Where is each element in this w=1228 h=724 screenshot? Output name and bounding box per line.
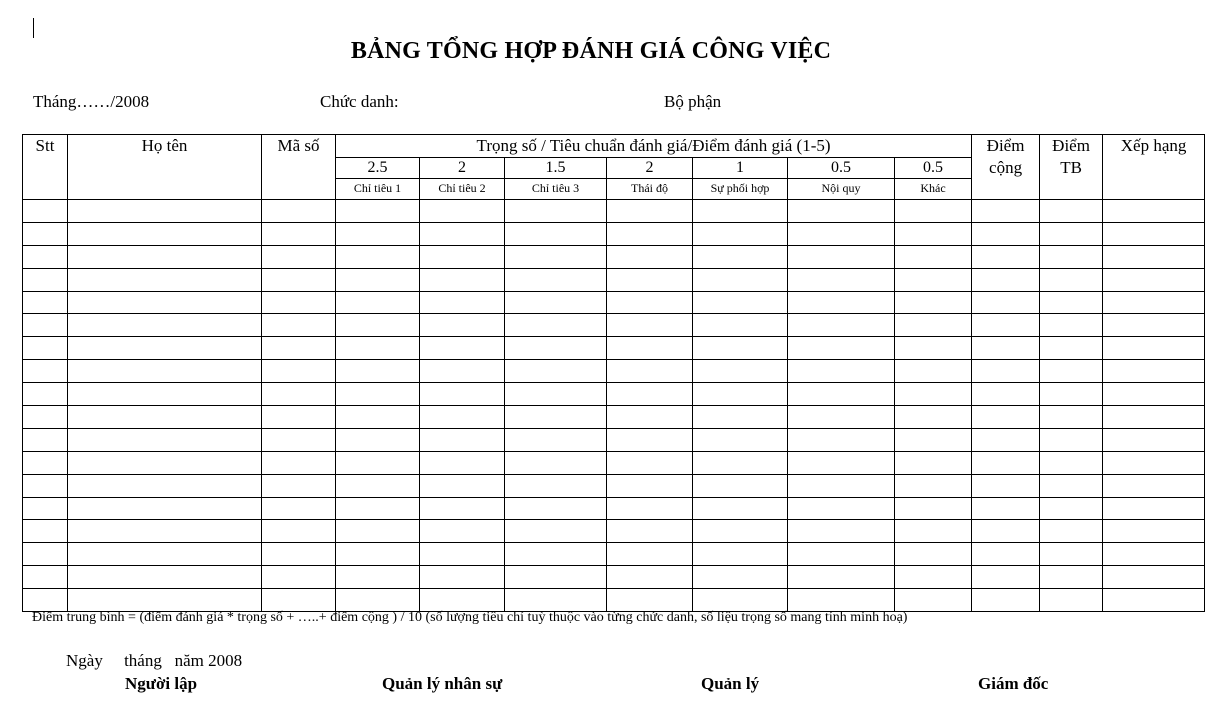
header-bonus-line1: Điểm bbox=[986, 136, 1025, 155]
table-row bbox=[23, 589, 1205, 612]
table-cell[interactable] bbox=[336, 566, 420, 589]
table-cell[interactable] bbox=[262, 566, 336, 589]
table-cell[interactable] bbox=[1103, 383, 1205, 406]
table-cell[interactable] bbox=[1040, 406, 1103, 429]
table-cell[interactable] bbox=[23, 543, 68, 566]
table-cell[interactable] bbox=[1103, 497, 1205, 520]
table-cell[interactable] bbox=[693, 314, 788, 337]
table-cell[interactable] bbox=[788, 520, 895, 543]
table-cell[interactable] bbox=[23, 406, 68, 429]
table-cell[interactable] bbox=[607, 268, 693, 291]
table-cell[interactable] bbox=[1103, 566, 1205, 589]
table-cell[interactable] bbox=[336, 383, 420, 406]
table-row bbox=[23, 268, 1205, 291]
table-cell[interactable] bbox=[505, 314, 607, 337]
table-cell[interactable] bbox=[788, 543, 895, 566]
header-name: Họ tên bbox=[68, 135, 262, 200]
table-cell[interactable] bbox=[68, 245, 262, 268]
table-cell[interactable] bbox=[895, 314, 972, 337]
table-cell[interactable] bbox=[788, 245, 895, 268]
table-cell[interactable] bbox=[23, 200, 68, 223]
department-field: Bộ phận bbox=[664, 92, 722, 111]
table-cell[interactable] bbox=[68, 268, 262, 291]
table-cell[interactable] bbox=[68, 360, 262, 383]
table-cell[interactable] bbox=[788, 200, 895, 223]
table-cell[interactable] bbox=[972, 497, 1040, 520]
table-cell[interactable] bbox=[693, 360, 788, 383]
table-cell[interactable] bbox=[1040, 383, 1103, 406]
table-cell[interactable] bbox=[420, 497, 505, 520]
table-row bbox=[23, 406, 1205, 429]
header-criteria-group: Trọng số / Tiêu chuẩn đánh giá/Điểm đánh giá (1-5) bbox=[336, 135, 972, 158]
table-cell[interactable] bbox=[1103, 337, 1205, 360]
table-cell[interactable] bbox=[262, 520, 336, 543]
weight-cell: 2 bbox=[607, 158, 693, 179]
table-cell[interactable] bbox=[693, 520, 788, 543]
table-cell[interactable] bbox=[895, 428, 972, 451]
header-average-line2: TB bbox=[1060, 158, 1082, 177]
text-cursor bbox=[33, 18, 34, 38]
table-cell[interactable] bbox=[505, 291, 607, 314]
table-cell[interactable] bbox=[693, 474, 788, 497]
signature-preparer: Người lập bbox=[125, 674, 198, 693]
table-cell[interactable] bbox=[262, 406, 336, 429]
table-cell[interactable] bbox=[607, 589, 693, 612]
month-field: Tháng……/2008 bbox=[33, 92, 150, 111]
table-cell[interactable] bbox=[693, 428, 788, 451]
table-cell[interactable] bbox=[336, 520, 420, 543]
table-cell[interactable] bbox=[336, 314, 420, 337]
table-cell[interactable] bbox=[68, 497, 262, 520]
table-cell[interactable] bbox=[972, 291, 1040, 314]
table-cell[interactable] bbox=[788, 314, 895, 337]
table-cell[interactable] bbox=[1103, 520, 1205, 543]
table-cell[interactable] bbox=[23, 451, 68, 474]
table-cell[interactable] bbox=[1040, 497, 1103, 520]
weight-cell: 0.5 bbox=[788, 158, 895, 179]
table-cell[interactable] bbox=[505, 543, 607, 566]
table-cell[interactable] bbox=[1040, 543, 1103, 566]
table-cell[interactable] bbox=[895, 566, 972, 589]
table-cell[interactable] bbox=[693, 589, 788, 612]
table-cell[interactable] bbox=[895, 520, 972, 543]
table-cell[interactable] bbox=[68, 406, 262, 429]
table-cell[interactable] bbox=[693, 406, 788, 429]
criteria-label: Khác bbox=[895, 179, 972, 200]
table-row bbox=[23, 474, 1205, 497]
table-cell[interactable] bbox=[693, 497, 788, 520]
table-cell[interactable] bbox=[788, 291, 895, 314]
table-cell[interactable] bbox=[23, 360, 68, 383]
table-cell[interactable] bbox=[420, 291, 505, 314]
table-cell[interactable] bbox=[788, 337, 895, 360]
table-cell[interactable] bbox=[1040, 200, 1103, 223]
table-cell[interactable] bbox=[607, 314, 693, 337]
table-cell[interactable] bbox=[23, 566, 68, 589]
table-cell[interactable] bbox=[420, 222, 505, 245]
table-row bbox=[23, 360, 1205, 383]
table-cell[interactable] bbox=[693, 566, 788, 589]
table-cell[interactable] bbox=[68, 337, 262, 360]
table-row bbox=[23, 291, 1205, 314]
table-cell[interactable] bbox=[607, 222, 693, 245]
table-cell[interactable] bbox=[895, 337, 972, 360]
table-cell[interactable] bbox=[1103, 314, 1205, 337]
formula-note: Điểm trung bình = (điểm đánh giá * trọng số + …..+ điểm cộng ) / 10 (số lượng tiêu chí tuỳ thuộc vào từng chức danh, số liệu trọng số mang tính minh hoạ) bbox=[32, 610, 908, 625]
table-cell[interactable] bbox=[972, 222, 1040, 245]
table-cell[interactable] bbox=[336, 360, 420, 383]
table-cell[interactable] bbox=[607, 497, 693, 520]
table-cell[interactable] bbox=[262, 360, 336, 383]
table-body bbox=[23, 200, 1205, 612]
table-cell[interactable] bbox=[336, 337, 420, 360]
table-cell[interactable] bbox=[895, 589, 972, 612]
table-cell[interactable] bbox=[1040, 428, 1103, 451]
table-cell[interactable] bbox=[607, 474, 693, 497]
table-cell[interactable] bbox=[68, 200, 262, 223]
table-cell[interactable] bbox=[336, 222, 420, 245]
header-stt: Stt bbox=[23, 135, 68, 200]
table-cell[interactable] bbox=[23, 383, 68, 406]
table-cell[interactable] bbox=[693, 451, 788, 474]
table-cell[interactable] bbox=[420, 245, 505, 268]
table-cell[interactable] bbox=[1040, 222, 1103, 245]
criteria-label: Nội quy bbox=[788, 179, 895, 200]
table-cell[interactable] bbox=[693, 200, 788, 223]
table-cell[interactable] bbox=[262, 451, 336, 474]
table-cell[interactable] bbox=[420, 360, 505, 383]
table-cell[interactable] bbox=[23, 428, 68, 451]
table-cell[interactable] bbox=[788, 497, 895, 520]
table-cell[interactable] bbox=[607, 200, 693, 223]
table-cell[interactable] bbox=[972, 268, 1040, 291]
table-cell[interactable] bbox=[895, 200, 972, 223]
table-cell[interactable] bbox=[788, 474, 895, 497]
table-cell[interactable] bbox=[1103, 406, 1205, 429]
table-cell[interactable] bbox=[68, 291, 262, 314]
table-cell[interactable] bbox=[607, 337, 693, 360]
table-cell[interactable] bbox=[420, 451, 505, 474]
table-cell[interactable] bbox=[420, 268, 505, 291]
table-cell[interactable] bbox=[788, 566, 895, 589]
table-cell[interactable] bbox=[68, 451, 262, 474]
table-cell[interactable] bbox=[336, 543, 420, 566]
table-cell[interactable] bbox=[1040, 291, 1103, 314]
table-cell[interactable] bbox=[262, 222, 336, 245]
table-cell[interactable] bbox=[68, 543, 262, 566]
weight-cell: 2 bbox=[420, 158, 505, 179]
table-cell[interactable] bbox=[262, 268, 336, 291]
table-cell[interactable] bbox=[972, 451, 1040, 474]
table-row bbox=[23, 383, 1205, 406]
table-cell[interactable] bbox=[336, 291, 420, 314]
table-cell[interactable] bbox=[1103, 360, 1205, 383]
table-cell[interactable] bbox=[972, 360, 1040, 383]
table-cell[interactable] bbox=[895, 497, 972, 520]
table-cell[interactable] bbox=[693, 543, 788, 566]
table-cell[interactable] bbox=[972, 589, 1040, 612]
table-cell[interactable] bbox=[262, 314, 336, 337]
date-line bbox=[66, 651, 242, 671]
table-cell[interactable] bbox=[788, 428, 895, 451]
signature-hr-manager: Quản lý nhân sự bbox=[382, 674, 503, 693]
table-cell[interactable] bbox=[1103, 291, 1205, 314]
page-title: BẢNG TỔNG HỢP ĐÁNH GIÁ CÔNG VIỆC bbox=[350, 38, 832, 64]
table-cell[interactable] bbox=[693, 222, 788, 245]
table-cell[interactable] bbox=[505, 337, 607, 360]
table-cell[interactable] bbox=[895, 222, 972, 245]
criteria-label: Chỉ tiêu 2 bbox=[420, 179, 505, 200]
table-cell[interactable] bbox=[972, 406, 1040, 429]
table-row bbox=[23, 245, 1205, 268]
table-cell[interactable] bbox=[505, 200, 607, 223]
table-cell[interactable] bbox=[972, 428, 1040, 451]
table-cell[interactable] bbox=[336, 428, 420, 451]
table-cell[interactable] bbox=[607, 406, 693, 429]
table-cell[interactable] bbox=[23, 222, 68, 245]
table-row bbox=[23, 543, 1205, 566]
table-cell[interactable] bbox=[68, 383, 262, 406]
table-cell[interactable] bbox=[68, 474, 262, 497]
table-cell[interactable] bbox=[23, 474, 68, 497]
table-cell[interactable] bbox=[420, 543, 505, 566]
signature-director: Giám đốc bbox=[978, 674, 1049, 693]
table-cell[interactable] bbox=[1040, 268, 1103, 291]
table-cell[interactable] bbox=[336, 589, 420, 612]
table-cell[interactable] bbox=[420, 200, 505, 223]
table-cell[interactable] bbox=[972, 566, 1040, 589]
table-cell[interactable] bbox=[1103, 428, 1205, 451]
weight-cell: 1.5 bbox=[505, 158, 607, 179]
table-cell[interactable] bbox=[23, 291, 68, 314]
table-cell[interactable] bbox=[420, 383, 505, 406]
table-cell[interactable] bbox=[693, 268, 788, 291]
table-row bbox=[23, 566, 1205, 589]
table-cell[interactable] bbox=[23, 314, 68, 337]
table-cell[interactable] bbox=[972, 245, 1040, 268]
table-cell[interactable] bbox=[1040, 337, 1103, 360]
table-cell[interactable] bbox=[68, 589, 262, 612]
table-row bbox=[23, 428, 1205, 451]
table-cell[interactable] bbox=[336, 474, 420, 497]
table-cell[interactable] bbox=[607, 520, 693, 543]
header-code: Mã số bbox=[262, 135, 336, 200]
table-cell[interactable] bbox=[895, 360, 972, 383]
criteria-label: Chỉ tiêu 1 bbox=[336, 179, 420, 200]
table-cell[interactable] bbox=[1103, 474, 1205, 497]
table-cell[interactable] bbox=[420, 566, 505, 589]
table-cell[interactable] bbox=[262, 428, 336, 451]
table-cell[interactable] bbox=[262, 291, 336, 314]
table-cell[interactable] bbox=[420, 406, 505, 429]
table-cell[interactable] bbox=[895, 543, 972, 566]
table-cell[interactable] bbox=[68, 520, 262, 543]
table-cell[interactable] bbox=[505, 406, 607, 429]
table-cell[interactable] bbox=[505, 268, 607, 291]
table-cell[interactable] bbox=[420, 428, 505, 451]
table-cell[interactable] bbox=[972, 200, 1040, 223]
table-cell[interactable] bbox=[607, 428, 693, 451]
criteria-label: Thái độ bbox=[607, 179, 693, 200]
table-cell[interactable] bbox=[68, 428, 262, 451]
table-cell[interactable] bbox=[1040, 566, 1103, 589]
table-cell[interactable] bbox=[68, 566, 262, 589]
table-cell[interactable] bbox=[895, 291, 972, 314]
table-cell[interactable] bbox=[420, 314, 505, 337]
table-cell[interactable] bbox=[23, 268, 68, 291]
table-cell[interactable] bbox=[972, 543, 1040, 566]
header-average bbox=[1040, 135, 1103, 200]
table-cell[interactable] bbox=[23, 245, 68, 268]
table-cell[interactable] bbox=[1040, 360, 1103, 383]
table-cell[interactable] bbox=[505, 222, 607, 245]
table-cell[interactable] bbox=[972, 314, 1040, 337]
table-row bbox=[23, 200, 1205, 223]
table-cell[interactable] bbox=[262, 543, 336, 566]
table-cell[interactable] bbox=[895, 451, 972, 474]
table-cell[interactable] bbox=[607, 543, 693, 566]
date-year: năm 2008 bbox=[174, 651, 243, 670]
table-cell[interactable] bbox=[505, 474, 607, 497]
table-cell[interactable] bbox=[788, 383, 895, 406]
table-cell[interactable] bbox=[68, 314, 262, 337]
table-cell[interactable] bbox=[1103, 222, 1205, 245]
table-cell[interactable] bbox=[336, 406, 420, 429]
table-cell[interactable] bbox=[788, 451, 895, 474]
table-cell[interactable] bbox=[505, 497, 607, 520]
table-cell[interactable] bbox=[1040, 520, 1103, 543]
table-cell[interactable] bbox=[262, 337, 336, 360]
table-cell[interactable] bbox=[895, 474, 972, 497]
table-cell[interactable] bbox=[262, 474, 336, 497]
table-row bbox=[23, 520, 1205, 543]
weight-cell: 1 bbox=[693, 158, 788, 179]
table-cell[interactable] bbox=[336, 497, 420, 520]
table-cell[interactable] bbox=[68, 222, 262, 245]
header-bonus-line2: cộng bbox=[989, 158, 1023, 177]
table-cell[interactable] bbox=[895, 406, 972, 429]
table-row bbox=[23, 497, 1205, 520]
table-cell[interactable] bbox=[336, 268, 420, 291]
criteria-label: Sự phối hợp bbox=[693, 179, 788, 200]
table-cell[interactable] bbox=[505, 360, 607, 383]
table-cell[interactable] bbox=[607, 245, 693, 268]
table-cell[interactable] bbox=[1103, 589, 1205, 612]
signature-manager: Quản lý bbox=[701, 674, 760, 693]
table-cell[interactable] bbox=[607, 451, 693, 474]
table-cell[interactable] bbox=[607, 383, 693, 406]
criteria-label: Chỉ tiêu 3 bbox=[505, 179, 607, 200]
table-cell[interactable] bbox=[1103, 200, 1205, 223]
table-cell[interactable] bbox=[693, 291, 788, 314]
table-cell[interactable] bbox=[262, 383, 336, 406]
table-cell[interactable] bbox=[1103, 451, 1205, 474]
table-cell[interactable] bbox=[420, 520, 505, 543]
position-field: Chức danh: bbox=[320, 92, 399, 111]
weight-cell: 2.5 bbox=[336, 158, 420, 179]
table-cell[interactable] bbox=[895, 245, 972, 268]
table-cell[interactable] bbox=[23, 589, 68, 612]
table-cell[interactable] bbox=[262, 200, 336, 223]
table-cell[interactable] bbox=[895, 383, 972, 406]
table-cell[interactable] bbox=[972, 474, 1040, 497]
header-bonus bbox=[972, 135, 1040, 200]
date-day: Ngày bbox=[66, 651, 103, 670]
table-cell[interactable] bbox=[420, 337, 505, 360]
table-cell[interactable] bbox=[1040, 589, 1103, 612]
table-cell[interactable] bbox=[788, 360, 895, 383]
evaluation-table bbox=[22, 134, 1205, 612]
table-cell[interactable] bbox=[1040, 314, 1103, 337]
table-row bbox=[23, 451, 1205, 474]
table-cell[interactable] bbox=[420, 474, 505, 497]
table-cell[interactable] bbox=[1040, 474, 1103, 497]
table-cell[interactable] bbox=[1040, 451, 1103, 474]
table-cell[interactable] bbox=[1103, 245, 1205, 268]
table-cell[interactable] bbox=[336, 451, 420, 474]
table-row bbox=[23, 314, 1205, 337]
table-cell[interactable] bbox=[607, 566, 693, 589]
table-cell[interactable] bbox=[972, 383, 1040, 406]
table-cell[interactable] bbox=[895, 268, 972, 291]
table-cell[interactable] bbox=[607, 291, 693, 314]
table-cell[interactable] bbox=[23, 497, 68, 520]
table-cell[interactable] bbox=[336, 245, 420, 268]
table-cell[interactable] bbox=[788, 406, 895, 429]
table-cell[interactable] bbox=[23, 520, 68, 543]
table-cell[interactable] bbox=[1103, 543, 1205, 566]
table-cell[interactable] bbox=[788, 589, 895, 612]
table-cell[interactable] bbox=[262, 589, 336, 612]
table-cell[interactable] bbox=[262, 245, 336, 268]
table-cell[interactable] bbox=[505, 245, 607, 268]
table-cell[interactable] bbox=[505, 451, 607, 474]
table-cell[interactable] bbox=[23, 337, 68, 360]
table-cell[interactable] bbox=[972, 337, 1040, 360]
header-average-line1: Điểm bbox=[1052, 136, 1090, 155]
table-cell[interactable] bbox=[972, 520, 1040, 543]
table-cell[interactable] bbox=[336, 200, 420, 223]
header-rank: Xếp hạng bbox=[1103, 135, 1205, 200]
table-cell[interactable] bbox=[505, 566, 607, 589]
table-cell[interactable] bbox=[693, 383, 788, 406]
table-cell[interactable] bbox=[505, 428, 607, 451]
table-cell[interactable] bbox=[505, 589, 607, 612]
table-row bbox=[23, 337, 1205, 360]
table-cell[interactable] bbox=[505, 520, 607, 543]
table-cell[interactable] bbox=[505, 383, 607, 406]
table-cell[interactable] bbox=[262, 497, 336, 520]
table-cell[interactable] bbox=[607, 360, 693, 383]
table-cell[interactable] bbox=[788, 268, 895, 291]
date-month: tháng bbox=[124, 651, 162, 670]
table-cell[interactable] bbox=[693, 245, 788, 268]
table-row bbox=[23, 222, 1205, 245]
table-cell[interactable] bbox=[1103, 268, 1205, 291]
table-cell[interactable] bbox=[788, 222, 895, 245]
table-cell[interactable] bbox=[1040, 245, 1103, 268]
weight-cell: 0.5 bbox=[895, 158, 972, 179]
table-cell[interactable] bbox=[693, 337, 788, 360]
table-cell[interactable] bbox=[420, 589, 505, 612]
